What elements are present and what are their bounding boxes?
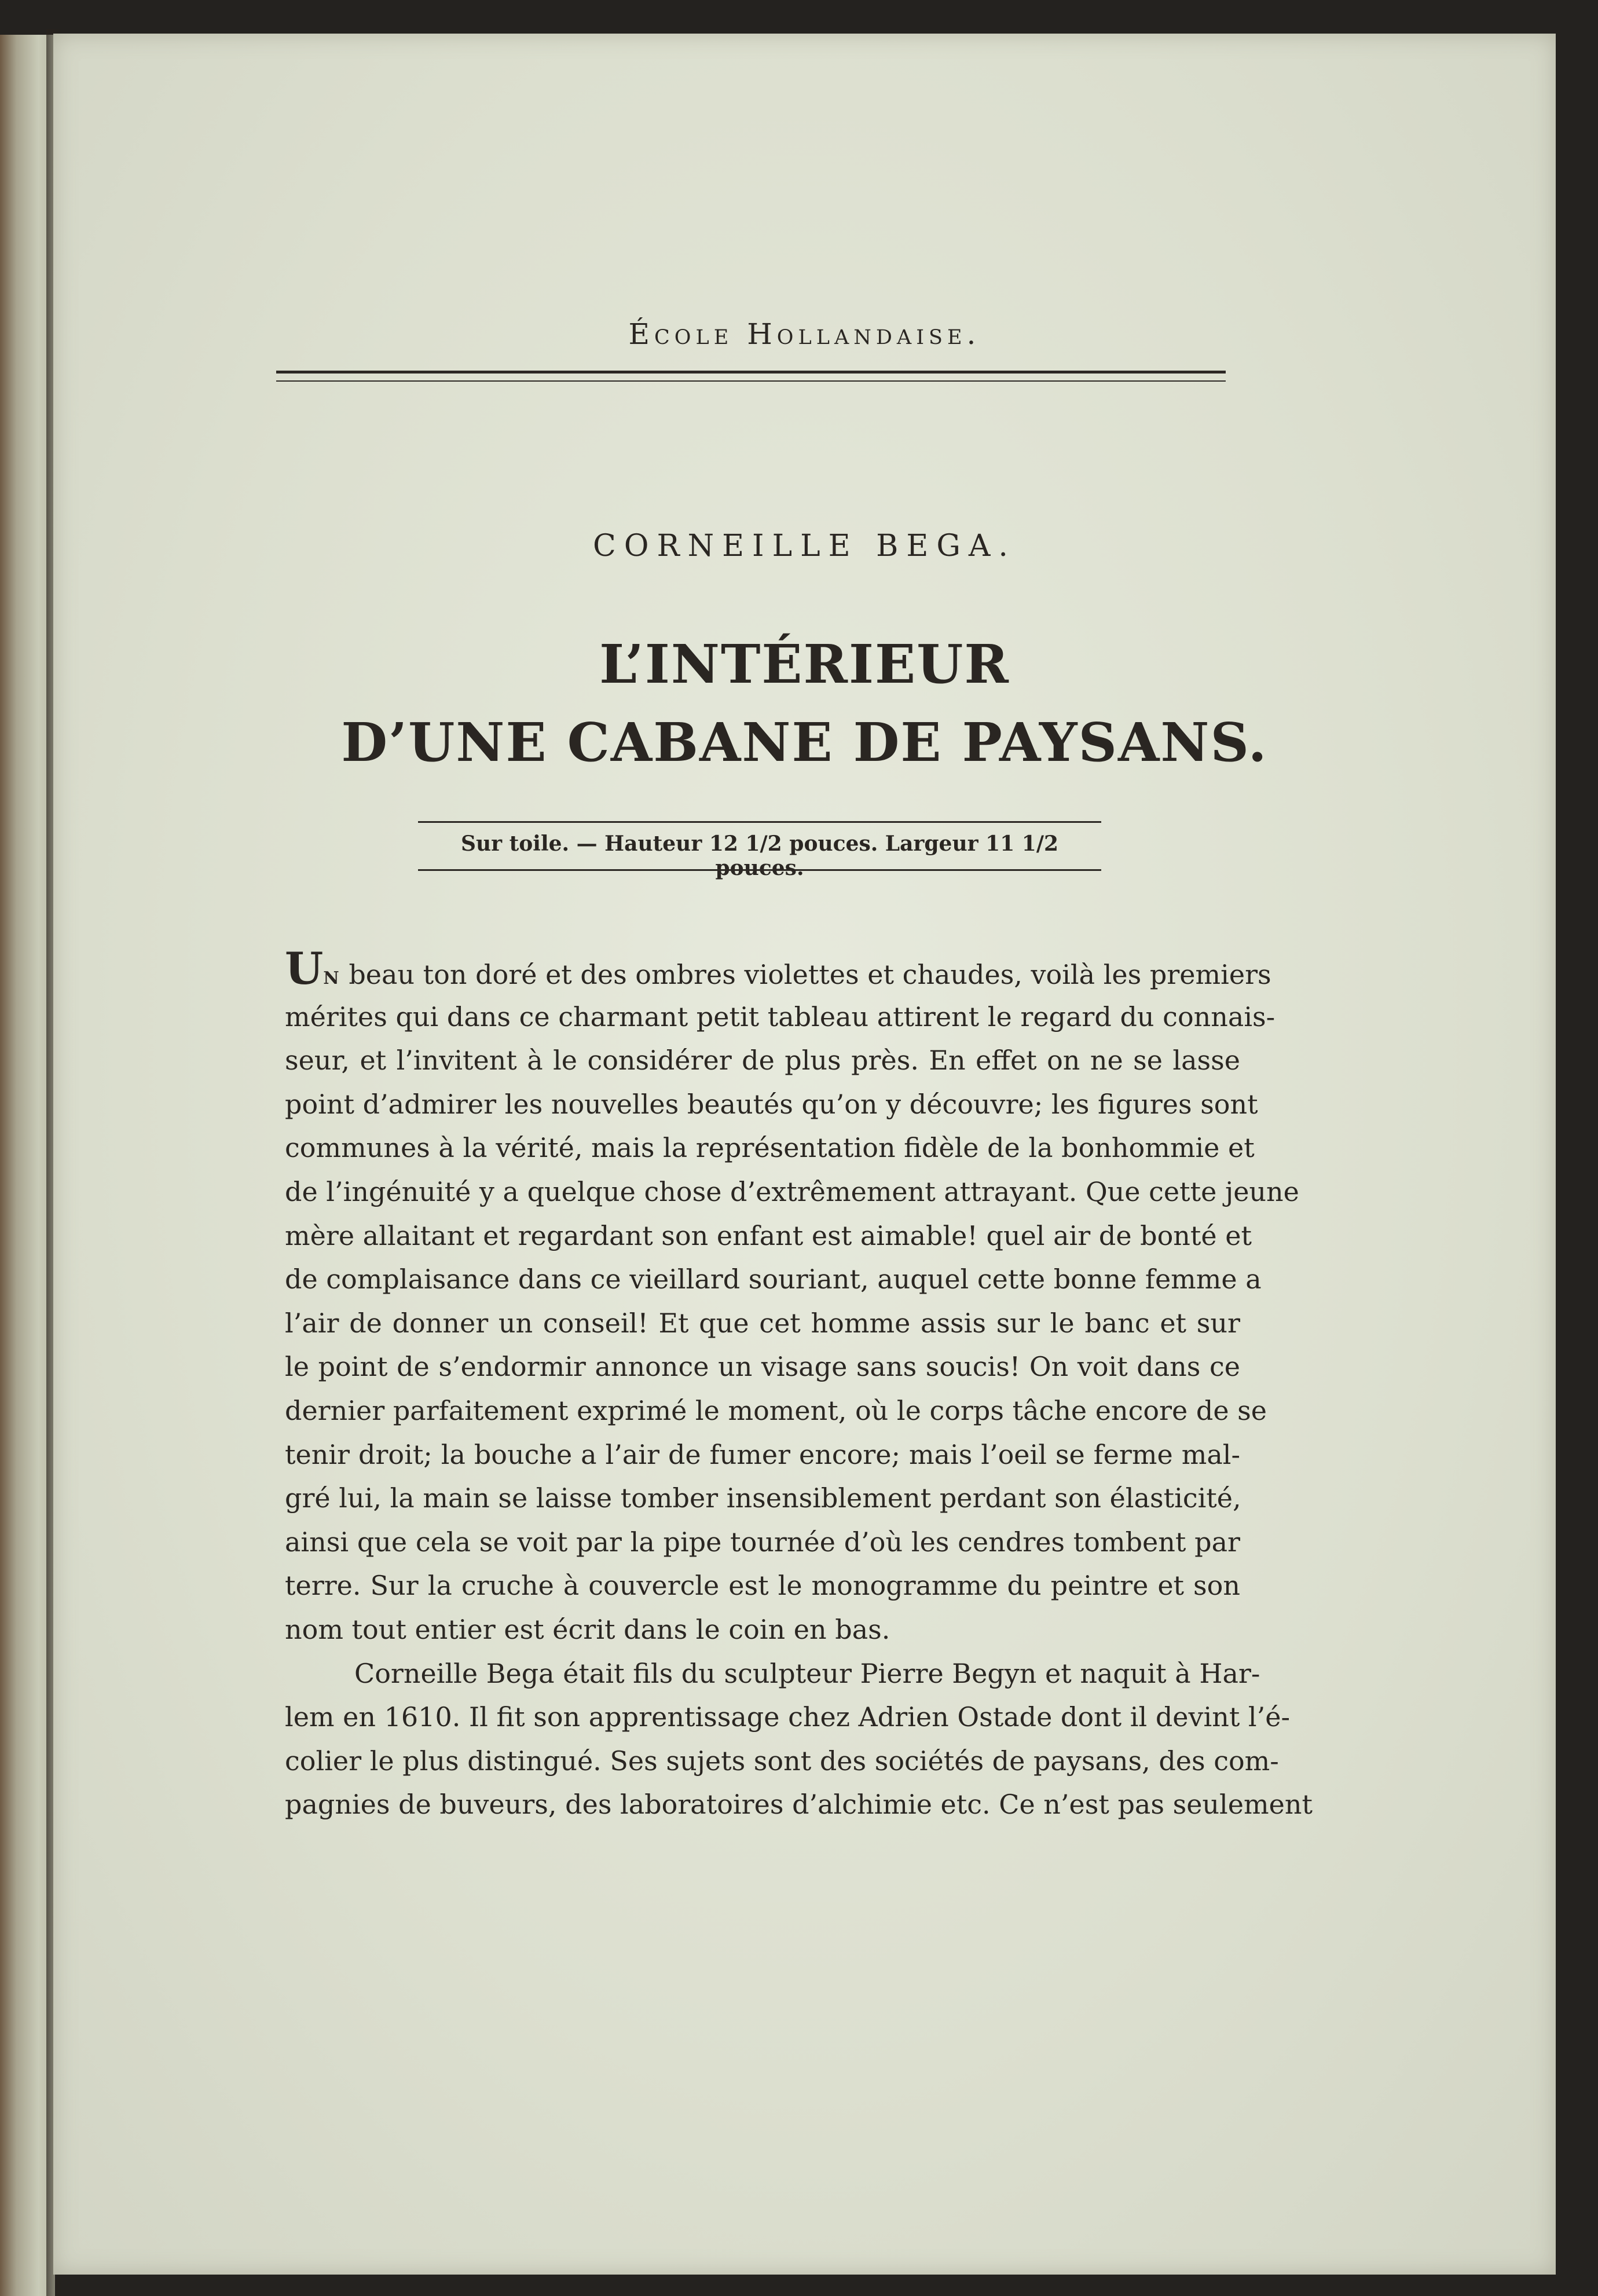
dimensions-rule-bottom	[418, 869, 1101, 871]
running-head: École Hollandaise.	[628, 317, 981, 351]
dimensions-rule-top	[418, 821, 1101, 823]
body-line: l’air de donner un conseil! Et que cet homme assis sur le banc et sur	[285, 1307, 1240, 1339]
drop-cap: U	[285, 943, 324, 994]
body-line: de l’ingénuité y a quelque chose d’extrêmement attrayant. Que cette jeune	[285, 1176, 1299, 1207]
body-line-1: UN beau ton doré et des ombres violettes et chaudes, voilà les premiers	[285, 943, 1271, 994]
first-word-small-cap: N	[323, 968, 340, 988]
body-line: le point de s’endormir annonce un visage sans soucis! On voit dans ce	[285, 1351, 1240, 1383]
body-line: mère allaitant et regardant son enfant est aimable! quel air de bonté et	[285, 1220, 1252, 1251]
title-line-2: D’UNE CABANE DE PAYSANS.	[341, 711, 1268, 774]
body-line: communes à la vérité, mais la représentation fidèle de la bonhommie et	[285, 1132, 1255, 1164]
body-line: lem en 1610. Il fit son apprentissage chez Adrien Ostade dont il devint l’é-	[285, 1701, 1291, 1733]
body-line: dernier parfaitement exprimé le moment, où le corps tâche encore de se	[285, 1394, 1267, 1426]
body-line: pagnies de buveurs, des laboratoires d’alchimie etc. Ce n’est pas seulement	[285, 1789, 1313, 1821]
artist-name: CORNEILLE BEGA.	[593, 529, 1016, 563]
title-line-1: L’INTÉRIEUR	[599, 633, 1010, 695]
body-line: terre. Sur la cruche à couvercle est le monogramme du peintre et son	[285, 1570, 1240, 1602]
body-line: point d’admirer les nouvelles beautés qu’on y découvre; les figures sont	[285, 1088, 1258, 1120]
dimensions-caption: Sur toile. — Hauteur 12 1/2 pouces. Largeur 11 1/2 pouces.	[460, 832, 1059, 880]
body-line: ainsi que cela se voit par la pipe tournée d’où les cendres tombent par	[285, 1526, 1240, 1558]
body-line: mérites qui dans ce charmant petit tableau attirent le regard du connais-	[285, 1001, 1276, 1032]
book-page	[53, 34, 1556, 2275]
body-line: tenir droit; la bouche a l’air de fumer encore; mais l’oeil se ferme mal-	[285, 1438, 1240, 1470]
body-line: de complaisance dans ce vieillard souriant, auquel cette bonne femme a	[285, 1264, 1262, 1295]
body-line: seur, et l’invitent à le considérer de plus près. En effet on ne se lasse	[285, 1045, 1240, 1076]
body-line: nom tout entier est écrit dans le coin en bas.	[285, 1613, 890, 1645]
body-line: colier le plus distingué. Ses sujets sont des sociétés de paysans, des com-	[285, 1745, 1279, 1777]
running-head-rule	[276, 371, 1226, 382]
body-text	[285, 943, 1313, 1827]
body-line: gré lui, la main se laisse tomber insensiblement perdant son élasticité,	[285, 1482, 1241, 1514]
body-line-paragraph-start: Corneille Bega était fils du sculpteur Pierre Begyn et naquit à Har-	[354, 1657, 1260, 1689]
